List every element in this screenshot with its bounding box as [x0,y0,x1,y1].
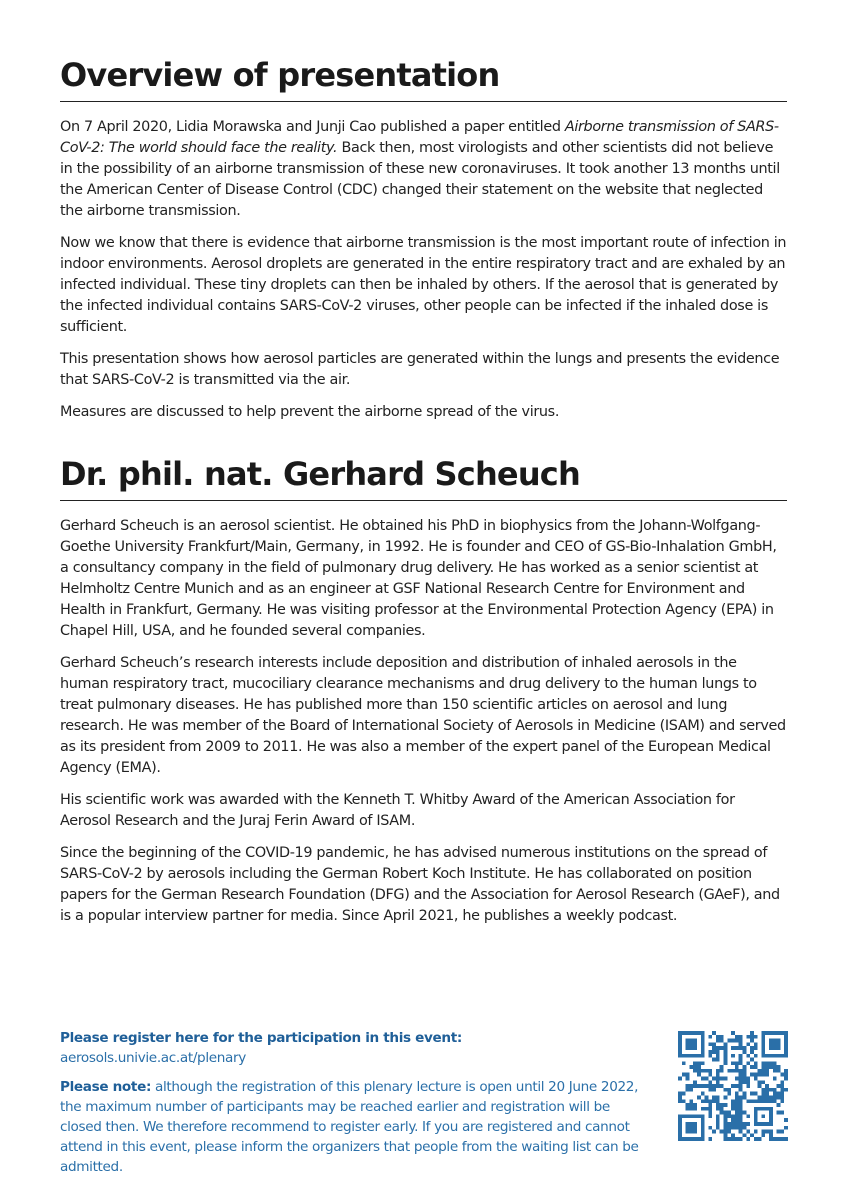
registration-footer [60,1028,650,1186]
note-text: although the registration of this plenary lecture is open until 20 June 2022, the maximum number of participants may be reached earlier and registration will be closed then. We therefore recommend to register early. If you are registered and cannot attend in this event, please inform the organizers that people from the waiting list can be admitted. [60,1079,639,1175]
bio-paragraph: Since the beginning of the COVID-19 pandemic, he has advised numerous institutions on the spread of SARS-CoV-2 by aerosols including the German Robert Koch Institute. He has collaborated on position papers for the German Research Foundation (DFG) and the Association for Aerosol Research (GAeF), and is a popular interview partner for media. Since April 2021, he publishes a weekly podcast. [60,845,780,924]
note-block [60,1077,650,1177]
overview-p1-text: On 7 April 2020, Lidia Morawska and Junji Cao published a paper entitled [60,119,565,135]
overview-body [60,117,787,434]
registration-block [60,1028,650,1068]
register-link[interactable]: aerosols.univie.ac.at/plenary [60,1050,246,1066]
paper-title: Airborne transmission of SARS-CoV-2: The world should face the reality. [60,119,779,156]
bio-paragraph: Gerhard Scheuch’s research interests include deposition and distribution of inhaled aerosols in the human respiratory tract, mucociliary clearance mechanisms and drug delivery to the human lungs to treat pulmonary diseases. He has published more than 150 scientific articles on aerosol and lung research. He was member of the Board of International Society of Aerosols in Medicine (ISAM) and served as its president from 2009 to 2011. He was also a member of the expert panel of the European Medical Agency (EMA). [60,655,786,776]
overview-paragraph: This presentation shows how aerosol particles are generated within the lungs and presents the evidence that SARS-CoV-2 is transmitted via the air. [60,351,780,388]
bio-paragraph: Gerhard Scheuch is an aerosol scientist. He obtained his PhD in biophysics from the Johann-Wolfgang-Goethe University Frankfurt/Main, Germany, in 1992. He is founder and CEO of GS-Bio-Inhalation GmbH, a consultancy company in the field of pulmonary drug delivery. He has worked as a senior scientist at Helmholtz Centre Munich and as an engineer at GSF National Research Centre for Environment and Health in Frankfurt, Germany. He was visiting professor at the Environmental Protection Agency (EPA) in Chapel Hill, USA, and he founded several companies. [60,518,777,639]
section-title-overview: Overview of presentation [60,55,787,102]
bio-body [60,516,787,938]
qr-code-icon[interactable] [678,1031,788,1141]
note-label: Please note: [60,1079,152,1095]
overview-p1-text-rest: Back then, most virologists and other scientists did not believe in the possibility of an airborne transmission of these new coronaviruses. It took another 13 months until the American Center of Disease Control (CDC) changed their statement on the website that neglected the airborne transmission. [60,140,780,219]
overview-paragraph [60,117,787,222]
bio-paragraph: His scientific work was awarded with the Kenneth T. Whitby Award of the American Association for Aerosol Research and the Juraj Ferin Award of ISAM. [60,792,735,829]
overview-paragraph: Now we know that there is evidence that airborne transmission is the most important route of infection in indoor environments. Aerosol droplets are generated in the entire respiratory tract and are exhaled by an infected individual. These tiny droplets can then be inhaled by others. If the aerosol that is generated by the infected individual contains SARS-CoV-2 viruses, other people can be infected if the inhaled dose is sufficient. [60,235,787,335]
section-title-bio: Dr. phil. nat. Gerhard Scheuch [60,454,787,501]
register-heading: Please register here for the participation in this event: [60,1030,462,1046]
overview-paragraph: Measures are discussed to help prevent the airborne spread of the virus. [60,404,560,420]
